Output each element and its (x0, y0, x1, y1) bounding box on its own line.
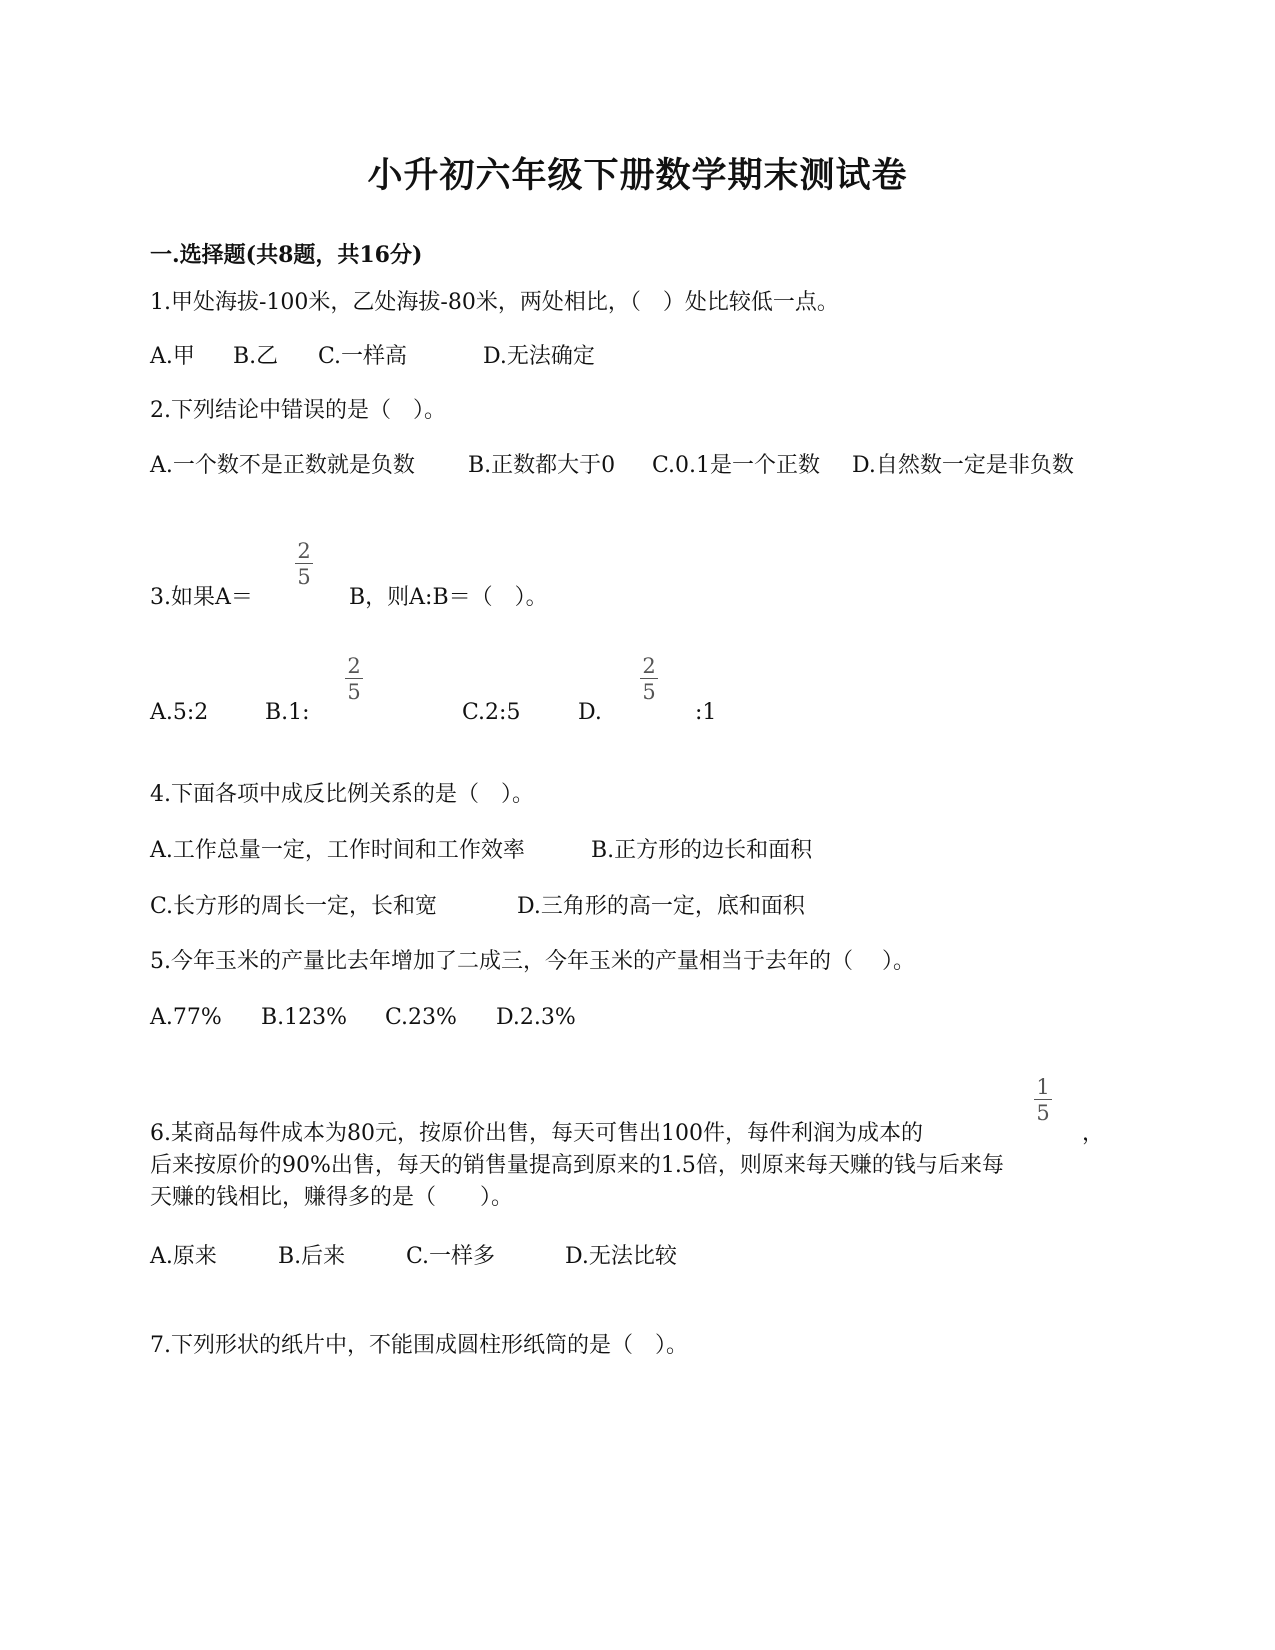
question-3-stem-start: 3.如果A＝ (150, 585, 253, 610)
question-4-option-d: D.三角形的高一定，底和面积 (517, 894, 805, 919)
question-4-option-b: B.正方形的边长和面积 (591, 838, 813, 863)
question-5-option-d: D.2.3% (496, 1005, 576, 1030)
question-6-option-a: A.原来 (150, 1244, 217, 1269)
question-4-option-c: C.长方形的周长一定，长和宽 (150, 894, 438, 919)
fraction-bar (345, 678, 363, 679)
question-1-option-b: B.乙 (233, 344, 279, 369)
page-title: 小升初六年级下册数学期末测试卷 (367, 155, 908, 196)
question-6-option-c: C.一样多 (406, 1244, 496, 1269)
question-2-stem: 2.下列结论中错误的是（ ）。 (150, 398, 446, 423)
fraction-numerator: 2 (642, 654, 656, 678)
fraction-bar (640, 678, 658, 679)
question-6-fraction (1031, 1076, 1055, 1124)
question-6-line-1: 6.某商品每件成本为80元，按原价出售，每天可售出100件，每件利润为成本的 (150, 1121, 923, 1146)
question-3-option-d: D. (578, 700, 602, 725)
fraction-bar (295, 563, 313, 564)
question-5-option-a: A.77% (150, 1005, 222, 1030)
question-4-option-a: A.工作总量一定，工作时间和工作效率 (150, 838, 525, 863)
question-3-option-d-fraction (637, 655, 661, 703)
section-heading: 一.选择题(共8题，共16分) (150, 242, 423, 268)
question-2-option-b: B.正数都大于0 (468, 453, 616, 478)
question-1-option-c: C.一样高 (318, 344, 408, 369)
fraction-bar (1034, 1099, 1052, 1100)
question-7-stem: 7.下列形状的纸片中，不能围成圆柱形纸筒的是（ ）。 (150, 1333, 688, 1358)
question-2-option-d: D.自然数一定是非负数 (852, 453, 1074, 478)
fraction-numerator: 1 (1036, 1075, 1050, 1099)
question-4-stem: 4.下面各项中成反比例关系的是（ ）。 (150, 782, 534, 807)
fraction-denominator: 5 (297, 565, 311, 589)
fraction-denominator: 5 (1036, 1101, 1050, 1125)
question-6-comma: ， (1082, 1121, 1105, 1146)
question-3-option-c: C.2:5 (462, 700, 521, 725)
fraction-denominator: 5 (642, 680, 656, 704)
question-3-option-d-suffix: :1 (695, 700, 717, 725)
question-3-fraction (292, 540, 316, 588)
question-3-stem-end: B，则A:B＝（ ）。 (349, 585, 548, 610)
question-2-option-a: A.一个数不是正数就是负数 (150, 453, 415, 478)
question-1-option-a: A.甲 (150, 344, 195, 369)
question-3-option-a: A.5:2 (150, 700, 209, 725)
question-5-stem: 5.今年玉米的产量比去年增加了二成三，今年玉米的产量相当于去年的（ ）。 (150, 949, 915, 974)
question-6-line-3: 天赚的钱相比，赚得多的是（ ）。 (150, 1185, 514, 1210)
question-1-option-d: D.无法确定 (483, 344, 595, 369)
question-6-option-b: B.后来 (278, 1244, 346, 1269)
question-1-stem: 1.甲处海拔-100米，乙处海拔-80米，两处相比，（ ）处比较低一点。 (150, 290, 839, 315)
question-2-option-c: C.0.1是一个正数 (652, 453, 821, 478)
fraction-numerator: 2 (297, 539, 311, 563)
question-5-option-b: B.123% (261, 1005, 348, 1030)
fraction-denominator: 5 (347, 680, 361, 704)
question-3-option-b: B.1: (265, 700, 310, 725)
question-3-option-b-fraction (342, 655, 366, 703)
question-6-line-2: 后来按原价的90%出售，每天的销售量提高到原来的1.5倍，则原来每天赚的钱与后来每 (150, 1153, 1004, 1178)
question-5-option-c: C.23% (385, 1005, 457, 1030)
question-6-option-d: D.无法比较 (565, 1244, 677, 1269)
fraction-numerator: 2 (347, 654, 361, 678)
